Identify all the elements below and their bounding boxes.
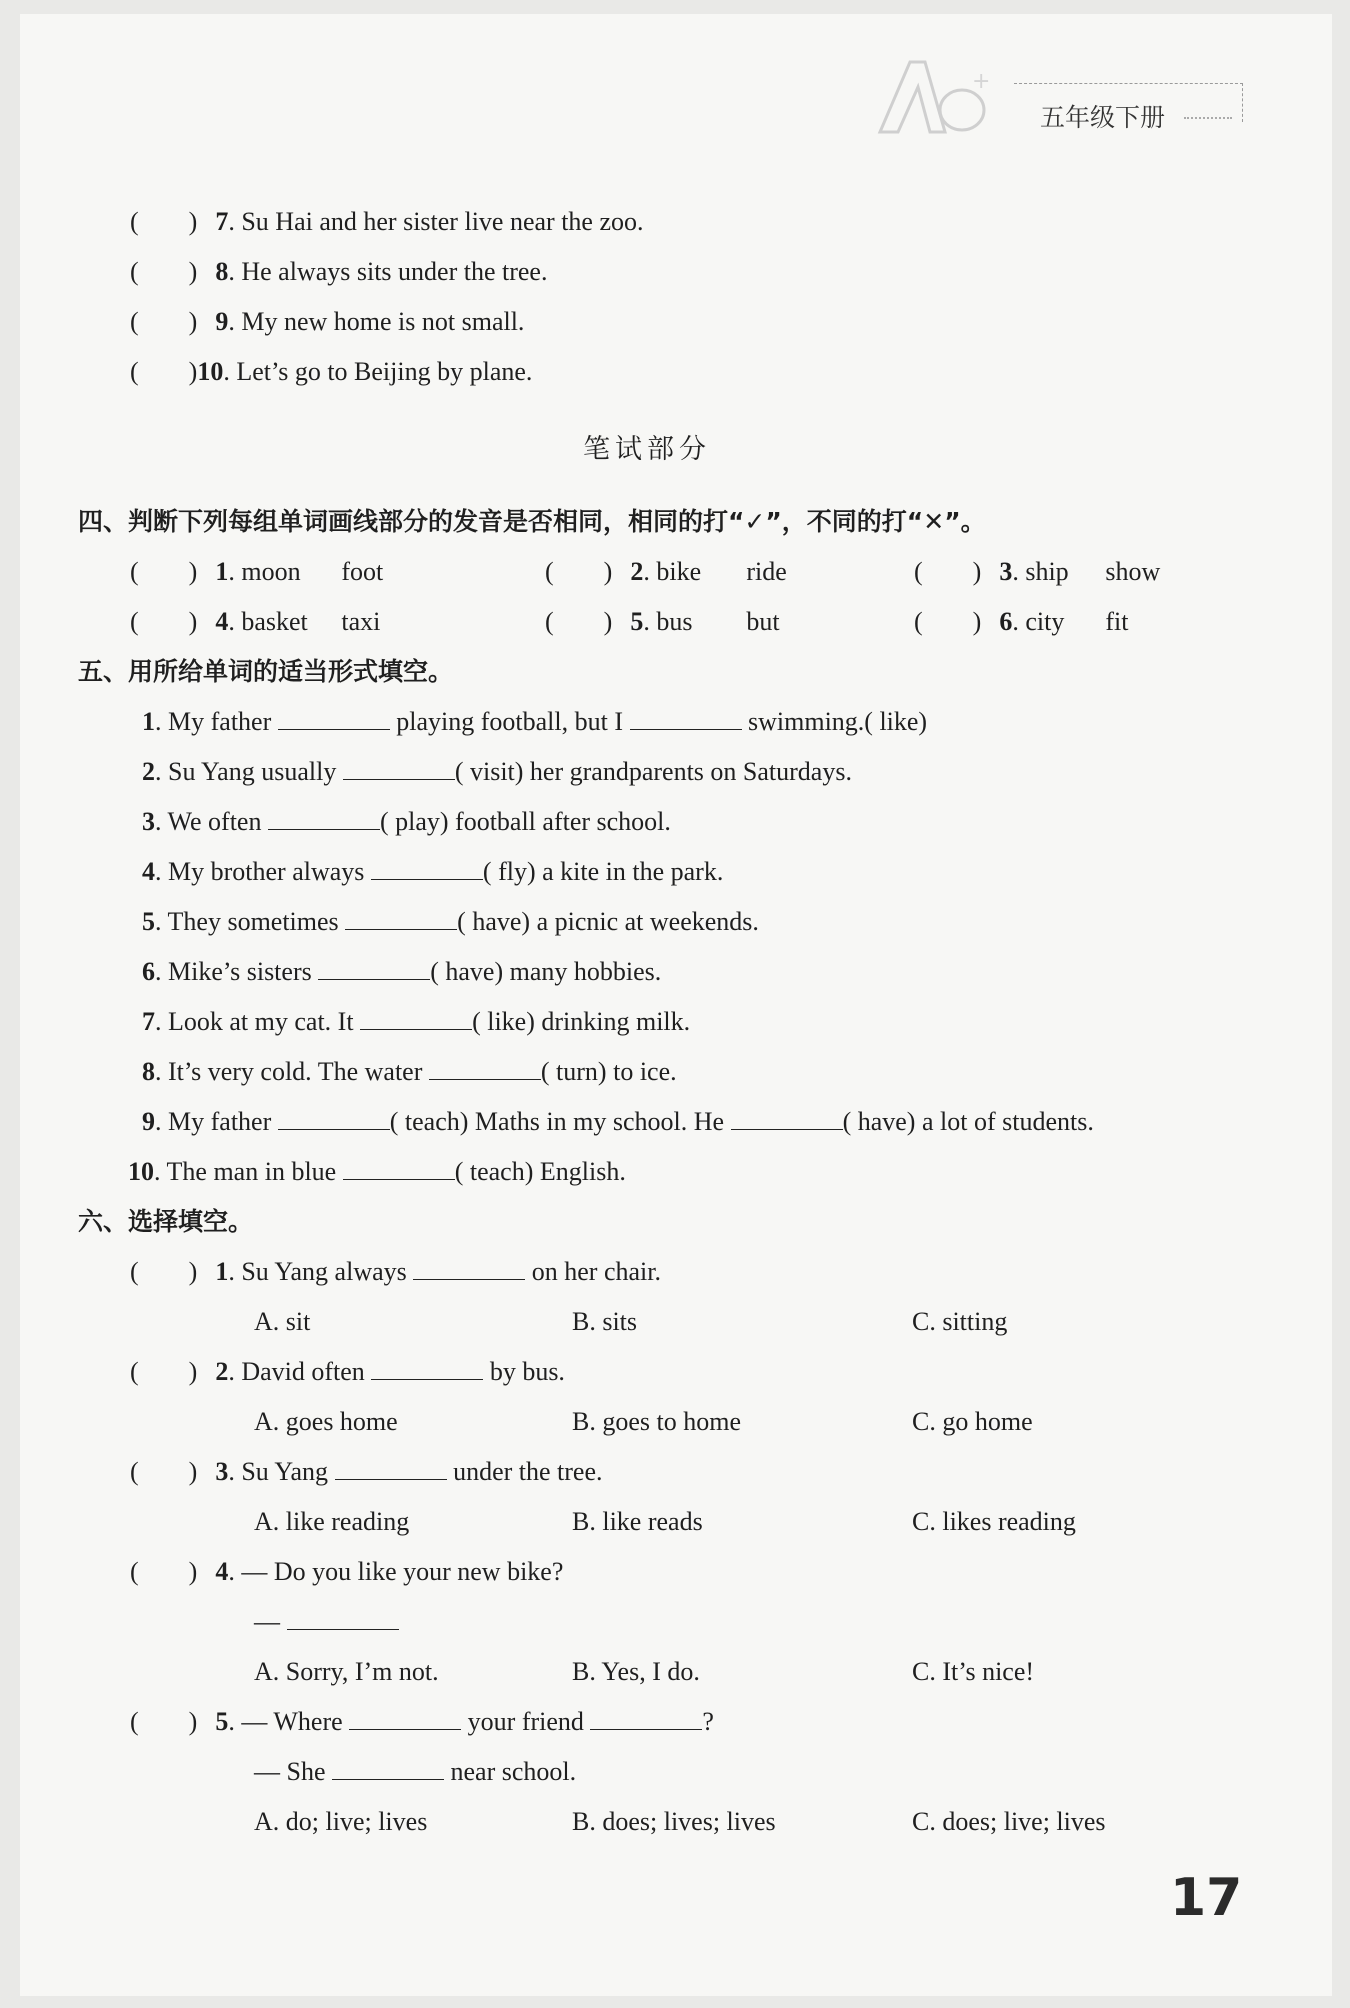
option-b: B. goes to home [572,1407,741,1436]
option-b: B. Yes, I do. [572,1657,700,1686]
option-c: C. go home [912,1407,1033,1436]
question-item: ( ) 1. moon foot [130,557,384,586]
page-number: 17 [1170,1868,1243,1928]
option-a: A. Sorry, I’m not. [254,1657,439,1686]
list-item: 8. It’s very cold. The water ( turn) to ice. [142,1057,677,1086]
question-item: ( ) 6. city fit [914,607,1129,636]
answer-blank[interactable] [343,1159,455,1180]
list-item: 3. We often ( play) football after school. [142,807,671,836]
list-item: 5. They sometimes ( have) a picnic at weekends. [142,907,759,936]
list-item: ( ) 8. He always sits under the tree. [130,257,548,286]
section-heading: 四、判断下列每组单词画线部分的发音是否相同，相同的打“✓”，不同的打“✕”。 [78,507,986,536]
option-b: B. does; lives; lives [572,1807,776,1836]
option-b: B. like reads [572,1507,703,1536]
list-item: 1. My father playing football, but I swimming.( like) [142,707,928,736]
section-heading: 五、用所给单词的适当形式填空。 [78,657,454,686]
answer-blank[interactable] [429,1059,541,1080]
answer-blank[interactable] [335,1459,447,1480]
option-a: A. goes home [254,1407,398,1436]
list-item: 6. Mike’s sisters ( have) many hobbies. [142,957,662,986]
reply-line: — She near school. [254,1757,577,1786]
grade-label: 五年级下册 [1040,103,1166,132]
answer-blank[interactable] [630,709,742,730]
question-item: ( ) 5. — Where your friend ? [130,1707,714,1736]
answer-blank[interactable] [590,1709,702,1730]
option-c: C. It’s nice! [912,1657,1035,1686]
answer-blank[interactable] [318,959,430,980]
list-item: 4. My brother always ( fly) a kite in the park. [142,857,724,886]
option-c: C. likes reading [912,1507,1076,1536]
a-plus-logo-icon [870,52,1010,142]
option-a: A. do; live; lives [254,1807,428,1836]
section-heading: 六、选择填空。 [78,1207,254,1236]
list-item: ( ) 9. My new home is not small. [130,307,525,336]
question-item: ( ) 4. basket taxi [130,607,381,636]
answer-blank[interactable] [731,1109,843,1130]
answer-blank[interactable] [413,1259,525,1280]
question-item: ( ) 4. — Do you like your new bike? [130,1557,564,1586]
question-item: ( ) 5. bus but [545,607,780,636]
answer-blank[interactable] [371,859,483,880]
answer-blank[interactable] [371,1359,483,1380]
answer-blank[interactable] [345,909,457,930]
option-c: C. does; live; lives [912,1807,1106,1836]
answer-blank[interactable] [278,1109,390,1130]
list-item: ( ) 7. Su Hai and her sister live near the zoo. [130,207,644,236]
list-item: ( )10. Let’s go to Beijing by plane. [130,357,533,386]
option-a: A. sit [254,1307,311,1336]
answer-blank[interactable] [287,1609,399,1630]
option-a: A. like reading [254,1507,410,1536]
answer-blank[interactable] [268,809,380,830]
list-item: 9. My father ( teach) Maths in my school. He ( have) a lot of students. [142,1107,1094,1136]
answer-blank[interactable] [278,709,390,730]
list-item: 10. The man in blue ( teach) English. [128,1157,626,1186]
option-c: C. sitting [912,1307,1008,1336]
question-item: ( ) 1. Su Yang always on her chair. [130,1257,661,1286]
reply-line: — [254,1606,399,1638]
list-item: 7. Look at my cat. It ( like) drinking milk. [142,1007,691,1036]
list-item: 2. Su Yang usually ( visit) her grandparents on Saturdays. [142,757,852,786]
grade-dotted-rule [1184,117,1232,119]
question-item: ( ) 3. Su Yang under the tree. [130,1457,603,1486]
answer-blank[interactable] [343,759,455,780]
section-title: 笔试部分 [583,434,711,465]
question-item: ( ) 2. David often by bus. [130,1357,565,1386]
answer-blank[interactable] [360,1009,472,1030]
question-item: ( ) 3. ship show [914,557,1161,586]
answer-blank[interactable] [332,1759,444,1780]
answer-blank[interactable] [349,1709,461,1730]
question-item: ( ) 2. bike ride [545,557,787,586]
svg-text:+: + [972,69,991,94]
option-b: B. sits [572,1307,638,1336]
